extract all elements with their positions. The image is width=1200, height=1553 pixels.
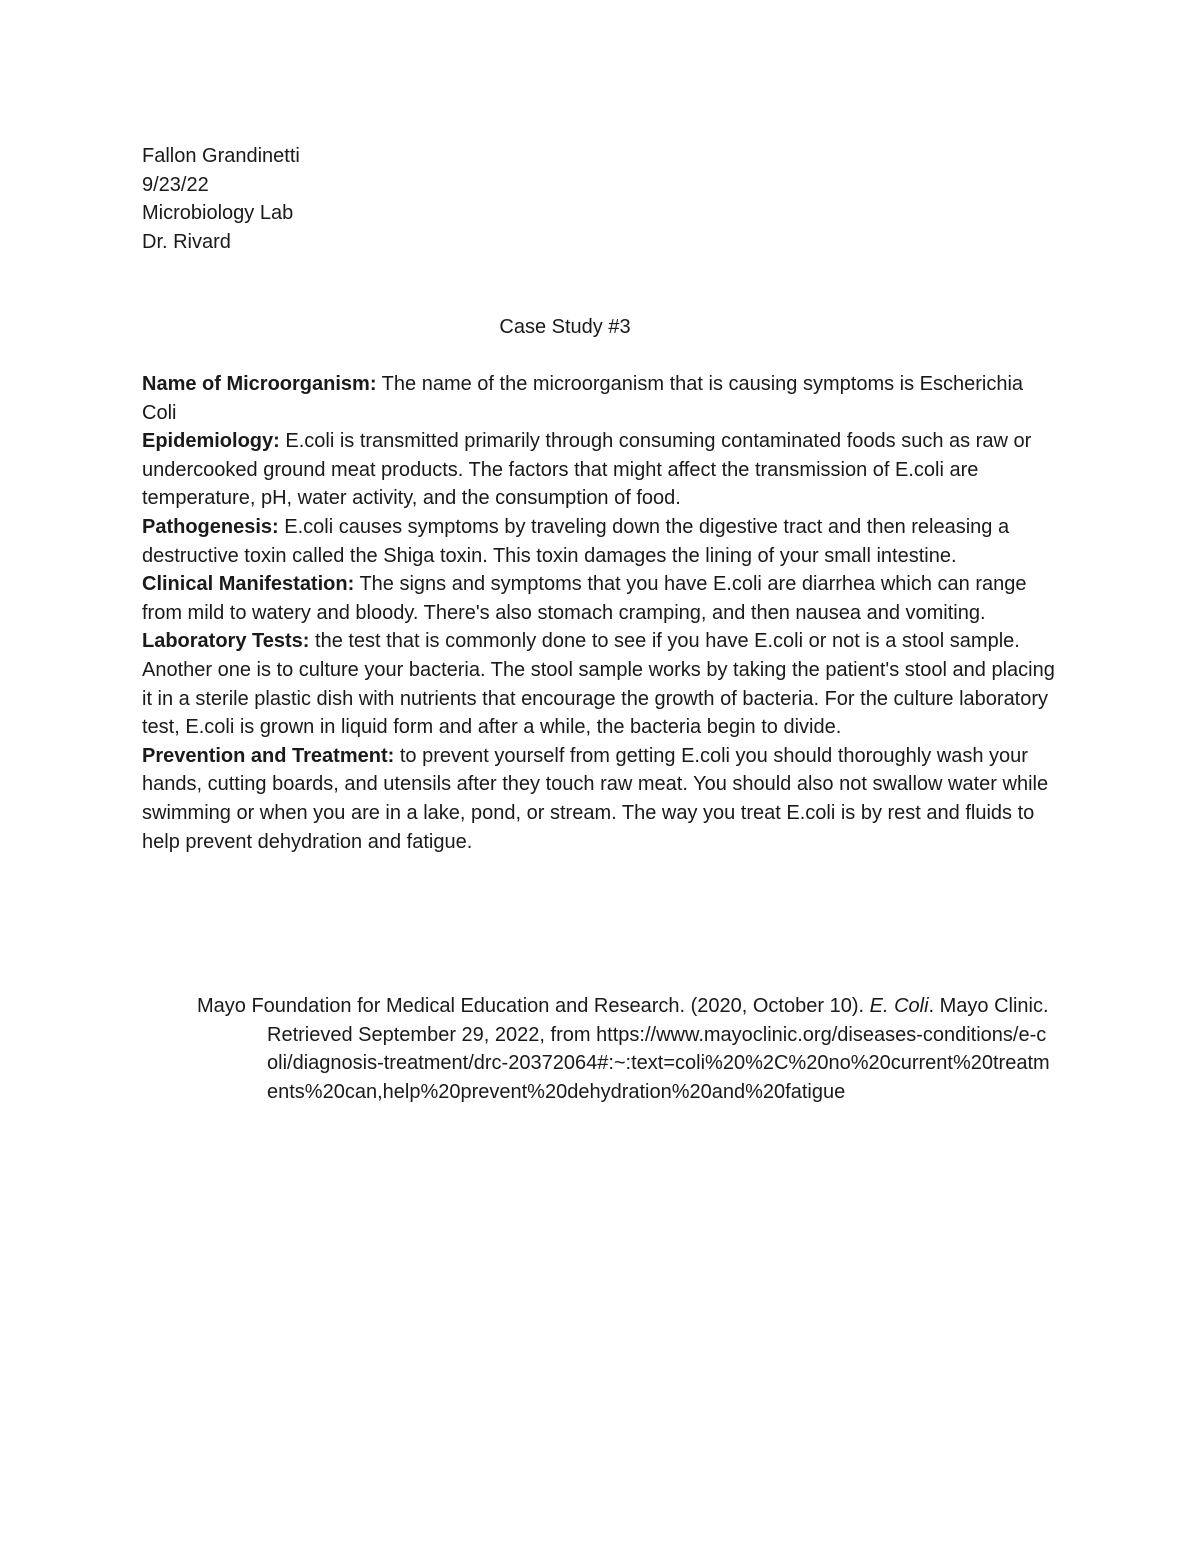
document-date: 9/23/22	[142, 173, 209, 196]
section-label: Prevention and Treatment:	[142, 744, 395, 767]
document-header	[142, 142, 300, 256]
section-text: E.coli is transmitted primarily through consuming contaminated foods such as raw or undercooked ground meat products. The factors that might affect the transmission of E.coli are temperature, pH, water activity, and the consumption of food.	[142, 430, 1032, 510]
section-text: to prevent yourself from getting E.coli you should thoroughly wash your hands, cutting boards, and utensils after they touch raw meat. You should also not swallow water while swimming or when you are in a lake, pond, or stream. The way you treat E.coli is by rest and fluids to help prevent dehydration and fatigue.	[142, 744, 1049, 853]
section-prevention-treatment	[142, 742, 1062, 856]
instructor-name: Dr. Rivard	[142, 230, 231, 253]
section-label: Laboratory Tests:	[142, 630, 310, 653]
section-pathogenesis	[142, 513, 1062, 570]
citation-rest: . Mayo Clinic. Retrieved September 29, 2022, from https://www.mayoclinic.org/diseases-conditions/e-coli/diagnosis-treatment/drc-20372064#:~:text=coli%20%2C%20no%20current%20treatments%20can,help%20prevent%20dehydration%20and%20fatigue	[267, 995, 1050, 1103]
section-label: Pathogenesis:	[142, 515, 279, 538]
reference-citation	[197, 992, 1057, 1106]
section-text: The name of the microorganism that is causing symptoms is Escherichia Coli	[142, 373, 1024, 424]
course-name: Microbiology Lab	[142, 202, 294, 225]
citation-title: E. Coli	[869, 995, 929, 1017]
document-title: Case Study #3	[499, 316, 631, 338]
case-study-sections	[142, 370, 1062, 856]
section-label: Clinical Manifestation:	[142, 573, 355, 596]
section-text: E.coli causes symptoms by traveling down the digestive tract and then releasing a destructive toxin called the Shiga toxin. This toxin damages the lining of your small intestine.	[142, 515, 1010, 567]
section-clinical-manifestation	[142, 570, 1062, 627]
section-text: the test that is commonly done to see if you have E.coli or not is a stool sample. Another one is to culture your bacteria. The stool sample works by taking the patient's stool and placing it in a sterile plastic dish with nutrients that encourage the growth of bacteria. For the culture laboratory test, E.coli is grown in liquid form and after a while, the bacteria begin to divide.	[142, 630, 1055, 739]
section-label: Name of Microorganism:	[142, 373, 377, 395]
citation-lead: Mayo Foundation for Medical Education and Research. (2020, October 10).	[197, 995, 870, 1017]
section-microorganism	[142, 370, 1062, 427]
author-name: Fallon Grandinetti	[142, 145, 300, 167]
section-epidemiology	[142, 427, 1062, 513]
section-laboratory-tests	[142, 627, 1062, 741]
section-label: Epidemiology:	[142, 430, 280, 453]
section-text: The signs and symptoms that you have E.coli are diarrhea which can range from mild to watery and bloody. There's also stomach cramping, and then nausea and vomiting.	[142, 573, 1027, 624]
